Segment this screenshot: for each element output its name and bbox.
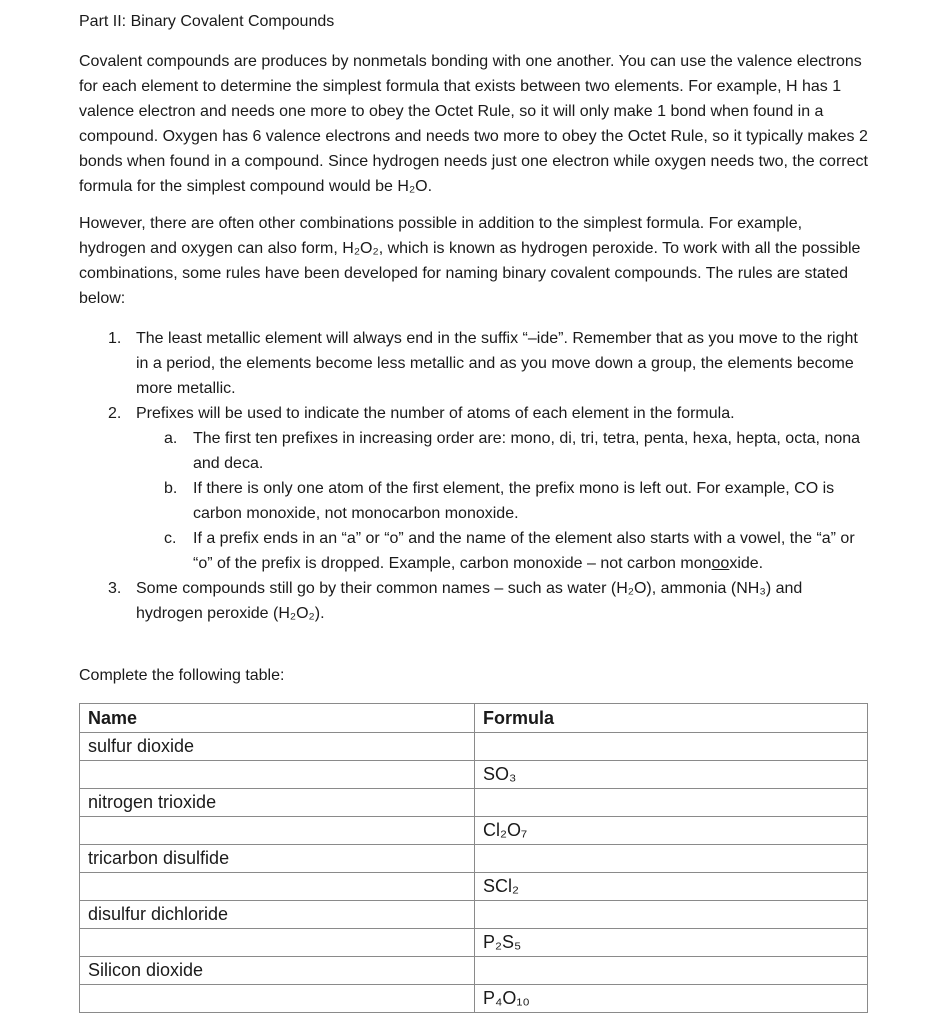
formula-cell[interactable]: SO₃ — [475, 761, 868, 789]
compound-table — [79, 703, 868, 1013]
rule-number: 2. — [108, 405, 122, 422]
formula-column-header: Formula — [475, 704, 868, 733]
table-row — [80, 789, 868, 817]
table-row — [80, 929, 868, 957]
rule-text: The least metallic element will always end in the suffix “–ide”. Remember that as you move to the right in a period, the elements become less metallic and as you move down a group, the elements become more metallic. — [136, 330, 858, 397]
subrule-letter: b. — [164, 480, 178, 497]
name-cell[interactable] — [80, 761, 475, 789]
underlined-letters: oo — [711, 555, 730, 572]
subrule-letter: c. — [164, 530, 177, 547]
subrule-item — [79, 426, 879, 476]
subrule-text-end: xide. — [729, 555, 764, 572]
formula-cell[interactable] — [475, 845, 868, 873]
combinations-paragraph: However, there are often other combinations possible in addition to the simplest formula. For example, hydrogen and oxygen can also form, H₂O₂, which is known as hydrogen peroxide. To work with all the possible combinations, some rules have been developed for naming binary covalent compounds. The rules are stated below: — [79, 215, 861, 307]
formula-cell[interactable] — [475, 957, 868, 985]
name-cell[interactable]: disulfur dichloride — [80, 901, 475, 929]
table-row — [80, 845, 868, 873]
rule-item — [79, 576, 879, 626]
rule-item — [79, 326, 879, 401]
rule-text: Some compounds still go by their common names – such as water (H₂O), ammonia (NH₃) and hydrogen peroxide (H₂O₂). — [136, 580, 803, 622]
rule-number: 3. — [108, 580, 122, 597]
subrule-text-start: If a prefix ends in an “a” or “o” and the name of the element also starts with a vowel, the “a” or “o” of the prefix is dropped. Example, carbon monoxide – not carbon mon — [193, 530, 855, 572]
subrule-item — [79, 476, 879, 526]
formula-cell[interactable]: P₄O₁₀ — [475, 985, 868, 1013]
table-row — [80, 901, 868, 929]
name-cell[interactable]: nitrogen trioxide — [80, 789, 475, 817]
section-title: Part II: Binary Covalent Compounds — [79, 13, 335, 30]
formula-cell[interactable] — [475, 733, 868, 761]
subrule-text: If there is only one atom of the first element, the prefix mono is left out. For example, CO is carbon monoxide, not monocarbon monoxide. — [193, 480, 835, 522]
rule-number: 1. — [108, 330, 122, 347]
formula-cell[interactable]: P₂S₅ — [475, 929, 868, 957]
table-row — [80, 873, 868, 901]
name-cell[interactable] — [80, 817, 475, 845]
name-column-header: Name — [80, 704, 475, 733]
naming-rules-list — [79, 326, 879, 626]
table-instruction: Complete the following table: — [79, 667, 285, 684]
rule-item — [79, 401, 879, 426]
table-row — [80, 957, 868, 985]
formula-cell[interactable]: SCl₂ — [475, 873, 868, 901]
subrule-item — [79, 526, 879, 576]
subrule-letter: a. — [164, 430, 178, 447]
formula-cell[interactable] — [475, 901, 868, 929]
formula-cell[interactable] — [475, 789, 868, 817]
table-row — [80, 761, 868, 789]
name-cell[interactable] — [80, 929, 475, 957]
intro-paragraph: Covalent compounds are produces by nonmetals bonding with one another. You can use the valence electrons for each element to determine the simplest formula that exists between two elements. For example, H has 1 valence electron and needs one more to obey the Octet Rule, so it will only make 1 bond when found in a compound. Oxygen has 6 valence electrons and needs two more to obey the Octet Rule, so it typically makes 2 bonds when found in a compound. Since hydrogen needs just one electron while oxygen needs two, the correct formula for the simplest compound would be H₂O. — [79, 53, 868, 195]
rule-text: Prefixes will be used to indicate the number of atoms of each element in the formula. — [136, 405, 735, 422]
table-row — [80, 817, 868, 845]
subrule-text: The first ten prefixes in increasing order are: mono, di, tri, tetra, penta, hexa, hepta, octa, nona and deca. — [193, 430, 861, 472]
table-row — [80, 985, 868, 1013]
name-cell[interactable]: Silicon dioxide — [80, 957, 475, 985]
table-row — [80, 733, 868, 761]
formula-cell[interactable]: Cl₂O₇ — [475, 817, 868, 845]
name-cell[interactable] — [80, 985, 475, 1013]
subrule-text — [193, 526, 863, 576]
table-header-row — [80, 704, 868, 733]
name-cell[interactable]: sulfur dioxide — [80, 733, 475, 761]
name-cell[interactable] — [80, 873, 475, 901]
name-cell[interactable]: tricarbon disulfide — [80, 845, 475, 873]
